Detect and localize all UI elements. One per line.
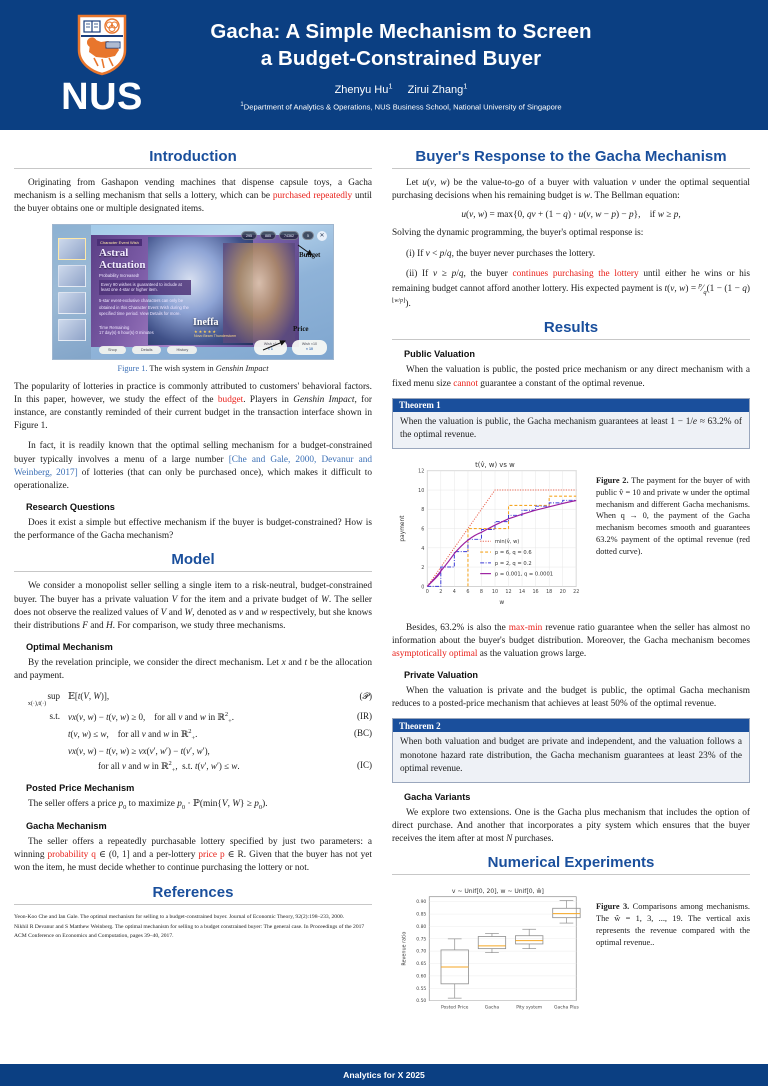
highlight-purchased-repeatedly: purchased repeatedly (272, 191, 353, 202)
author-list (162, 81, 640, 96)
banner-probability-info (99, 273, 191, 336)
time-remaining-label: Time Remaining (99, 325, 130, 331)
reference-item: Nikhil R Devanur and S Matthew Weinberg. The optimal mechanism for selling to a budget constrained buyer: The general case. In Proceedings of the 2017 ACM Conference on Economics and Computation, pages 39–40, 2017. (14, 924, 365, 939)
details-button[interactable]: Details (132, 346, 162, 354)
annotation-budget: Budget (299, 250, 321, 259)
optimization-problem (14, 691, 372, 774)
research-questions-text: Does it exist a simple but effective mechanism if the buyer is budget-constrained? How is the performance of the Gacha mechanism? (14, 518, 372, 542)
banner-title: Astral Actuation (99, 246, 146, 272)
thumbnail-3[interactable] (58, 292, 86, 314)
equation-tag: (BC) (354, 728, 372, 739)
equation-row-objective (14, 691, 372, 707)
shop-button[interactable]: Shop (99, 346, 126, 354)
svg-text:2: 2 (421, 564, 425, 571)
figure-2-xlabel: w (499, 599, 505, 606)
highlight-max-min: max-min (508, 622, 543, 633)
nus-logo (42, 14, 162, 116)
svg-text:Pity system: Pity system (516, 1005, 543, 1011)
figure-3-x-ticks (441, 1005, 580, 1011)
figure-3-title: v ~ Unif[0, 20], w ~ Unif[0, ŵ] (451, 888, 544, 896)
reference-list (14, 913, 372, 941)
currency-pill-1[interactable]: 295 (241, 231, 257, 240)
equation-row-ir (14, 711, 372, 725)
currency-pill-3[interactable]: 74362 (279, 231, 299, 240)
posted-price-text: The seller offers a price $p_0$ to maximize $p_0$ · ℙ(min{V, $W\} \ge p_0$). (28, 798, 268, 811)
affiliation: $^1$Department of Analytics & Operations, NUS Business School, National University of Singapore (240, 102, 562, 112)
svg-text:10: 10 (418, 487, 425, 494)
intro-paragraph-2: The popularity of lotteries in practice is commonly attributed to customers' behavioral factors. In this paper, however, we study the effect of the budget. Players in Genshin Impact, for instance, are constantly reminded of their current budget in the transaction interface shown in Figure 1. (14, 381, 372, 432)
results-followup-text: Besides, 63.2% is also the max-min revenue ratio guarantee when the seller has almost no information about the buyer's budget distribution. Moreover, the Gacha mechanism becomes asymptotically optimal as the valuation grows large. (392, 622, 750, 659)
character-rarity-stars: ★★★★★ (194, 328, 217, 334)
svg-text:22: 22 (573, 588, 580, 595)
svg-text:min(v̂, w): min(v̂, w) (494, 538, 520, 545)
highlight-price-p: price p (198, 850, 225, 861)
theorem-1-box (392, 398, 750, 449)
figure-3-caption: Figure 3. Comparisons among mechanisms. The ŵ = 1, 3, ..., 19. The vertical axis represents the revenue compared with the optimal revenue.. (596, 902, 750, 948)
equation-row-ic-b (14, 760, 372, 774)
svg-text:8: 8 (421, 506, 425, 513)
poster-title-line-2: a Budget-Constrained Buyer (260, 47, 542, 71)
equation-body: for all v and w in ℝ$^2_+$, s.t. t(v′, w′) ≤ w. (98, 760, 240, 774)
optimal-mechanism-text: By the revelation principle, we consider the direct mechanism. Let x and t be the allocation and payment. (14, 658, 372, 682)
equation-label: s.t. (49, 710, 60, 721)
private-valuation-text: When the valuation is private and the budget is public, the optimal Gacha mechanism reduces to a posted-price mechanism that achieves at least 50% of the optimal revenue. (392, 686, 750, 710)
svg-text:p = 6, q = 0.6: p = 6, q = 0.6 (494, 549, 532, 556)
highlight-continues-purchasing: continues purchasing the lottery (512, 268, 639, 279)
svg-text:0.60: 0.60 (416, 974, 427, 980)
svg-text:14: 14 (518, 588, 526, 595)
svg-text:16: 16 (532, 588, 539, 595)
equation-sublabel: x(·),t(·) (27, 700, 47, 707)
section-rule (14, 168, 372, 169)
thumbnail-1[interactable] (58, 238, 86, 260)
svg-text:12: 12 (418, 468, 425, 475)
figure-3-ylabel: Revenue ratio (401, 932, 408, 967)
equation-row-bc (14, 728, 372, 742)
thumbnail-2[interactable] (58, 265, 86, 287)
equation-tag: (IC) (357, 760, 372, 771)
bellman-equation: u(v, w) = max{0, qv + (1 − q) · u(v, w − p) − p}, if w ≥ p, (461, 210, 681, 221)
svg-text:20: 20 (559, 588, 566, 595)
highlight-asymptotically-optimal: asymptotically optimal (392, 648, 478, 659)
svg-text:6: 6 (466, 588, 470, 595)
currency-pill-4[interactable]: 5 (302, 231, 314, 240)
equation-tag: (𝒫) (359, 690, 372, 701)
subsection-public-valuation: Public Valuation (404, 349, 475, 360)
close-icon[interactable]: ✕ (317, 231, 327, 241)
svg-text:Gacha: Gacha (484, 1005, 500, 1011)
title-block (162, 18, 750, 111)
nus-crest-icon (76, 14, 128, 76)
figure-2-title: t(v̂, w) vs w (475, 460, 515, 469)
svg-text:0.65: 0.65 (416, 962, 427, 968)
figure-2-caption: Figure 2. The payment for the buyer of with public v̂ = 10 and private w under the optimal mechanism and different Gacha mechanisms. When q → 0, the payment of the Gacha mechanism becomes smooth and guarantees 63.2% payment of the optimal revenue (red dotted curve). (596, 475, 750, 557)
wish-x1-button[interactable]: Wish ×1 × 1 (254, 340, 287, 355)
figure-1 (14, 224, 372, 360)
banner-event-tag: Character Event Wish (97, 239, 142, 246)
section-title-introduction: Introduction (149, 148, 237, 165)
equation-label: sup x(·),t(·) (14, 691, 68, 707)
section-rule (14, 904, 372, 905)
svg-text:0: 0 (425, 588, 429, 595)
thumbnail-4[interactable] (58, 319, 86, 341)
section-rule (14, 571, 372, 572)
wish-x10-button[interactable]: Wish ×10 × 10 (292, 340, 327, 355)
reference-item: Yeon-Koo Che and Ian Gale. The optimal mechanism for selling to a budget-constrained buyer. Journal of Economic Theory, 92(2):198–233, 2000. (14, 913, 345, 920)
figure-2-plot (392, 457, 588, 614)
poster-body (0, 130, 768, 1040)
svg-text:0.80: 0.80 (416, 925, 427, 931)
section-title-buyers-response: Buyer's Response to the Gacha Mechanism (415, 148, 727, 165)
theorem-1-title: Theorem 1 (393, 399, 749, 412)
buyer-response-paragraph-1: Let u(v, w) be the value-to-go of a buyer with valuation v under the optimal sequential purchasing decisions when his remaining budget is w. The Bellman equation: (392, 178, 750, 202)
subsection-gacha-mechanism: Gacha Mechanism (26, 821, 107, 832)
svg-text:6: 6 (421, 526, 425, 533)
nus-wordmark: NUS (61, 76, 143, 118)
svg-text:8: 8 (479, 588, 484, 595)
figure-2-x-ticks (426, 589, 580, 595)
theorem-2-box (392, 718, 750, 782)
banner-character-art-secondary (223, 243, 295, 343)
probability-body: Every 90 wishes is guaranteed to include at least one 4-star or higher item. (99, 280, 191, 296)
svg-text:10: 10 (491, 588, 499, 595)
svg-text:0.70: 0.70 (416, 950, 427, 956)
subsection-research-questions: Research Questions (26, 502, 115, 513)
equation-body: 𝔼[t(V, W)], (68, 690, 110, 701)
figure-1-caption: Figure 1. The wish system in Genshin Impact (117, 363, 269, 373)
svg-text:0.75: 0.75 (416, 937, 427, 943)
subsection-gacha-variants: Gacha Variants (404, 791, 471, 802)
currency-pill-2[interactable]: 885 (260, 231, 276, 240)
left-column (14, 140, 372, 1040)
poster-title (162, 18, 640, 72)
svg-text:4: 4 (421, 545, 425, 552)
model-intro-text: We consider a monopolist seller selling a single item to a risk-neutral, budget-constrained buyer. The buyer has a private valuation V for the item and a private budget of W. The seller does not observe the realized values of V and W, denoted as v and w respectively, but she knows their distributions F and H. For comparison, we study three mechanisms. (14, 581, 372, 631)
author-2: Zirui Zhang$^1$ (407, 81, 468, 97)
svg-text:0.90: 0.90 (416, 900, 427, 906)
section-title-results: Results (543, 319, 599, 337)
subsection-optimal-mechanism: Optimal Mechanism (26, 642, 113, 653)
highlight-probability-q: probability q (47, 850, 96, 861)
author-1: Zhenyu Hu$^1$ (334, 81, 393, 97)
svg-text:18: 18 (546, 588, 553, 595)
intro-paragraph-3: In fact, it is readily known that the optimal selling mechanism for a budget-constrained buyer typically involves a menu of a large number [Che and Gale, 2000, Devanur and Weinberg, 2017] of lotteries (that can only be purchased once), which makes it difficult to operationalize. (14, 441, 373, 491)
theorem-2-body: When both valuation and budget are private and independent, and the valuation follows a monotone hazard rate distribution, the Gacha mechanism guarantees at least 23% of the optimal revenue. (393, 732, 749, 781)
intro-paragraph-1: Originating from Gashapon vending machines that dispense capsule toys, a Gacha mechanism is a selling mechanism that sells a lottery, which can be purchased repeatedly until the buyer obtains one or multiple designated items. (14, 178, 372, 215)
svg-text:Posted Price: Posted Price (440, 1005, 469, 1011)
equation-row-ic-a (14, 746, 372, 756)
gacha-variants-text: We explore two extensions. One is the Gacha plus mechanism that includes the option of direct purchase. And another that incorporates a pity system which ensures that the buyer receives the item after at most N purchases. (392, 807, 750, 845)
figure-3-y-ticks (416, 900, 426, 1005)
poster-title-line-1: Gacha: A Simple Mechanism to Screen (210, 20, 592, 44)
svg-text:0: 0 (421, 584, 425, 591)
equation-body: t(v, w) ≤ w, for all v and w in ℝ$^2_+$. (68, 728, 198, 743)
right-column (392, 140, 750, 1040)
gacha-mechanism-text: The seller offers a repeatedly purchasable lottery specified by just two parameters: a winning probability q ∈ (0, 1] and a per-lottery price p ∈ R. Given that the buyer has not yet won the item, he must decide whether to continue purchasing the lottery or not. (14, 837, 372, 874)
citation-link[interactable]: [Che and Gale, 2000, Devanur and Weinberg, 2017] (14, 454, 372, 478)
buyer-response-paragraph-2: Solving the dynamic programming, the buyer's optimal response is: (392, 228, 644, 239)
public-valuation-text: When the valuation is public, the posted price mechanism or any direct mechanism with a fixed menu size cannot guarantee a constant of the optimal revenue. (392, 365, 750, 389)
figure-2-y-ticks (418, 468, 424, 590)
section-rule (392, 874, 750, 875)
figure-2-ylabel: payment (399, 515, 406, 542)
banner-button-row (99, 346, 197, 354)
section-title-references: References (152, 883, 234, 901)
character-subtitle: Novo Beam Thunderstorm (194, 333, 237, 338)
buyer-response-item-ii: (ii) If v ≥ p/q, the buyer continues purchasing the lottery until either he wins or his remaining budget cannot afford another lottery. His expected payment is t(v, $w) = ^p⁄_q(1 - (1 - q)^{⌊w/p⌋})$. (392, 268, 750, 310)
subsection-posted-price: Posted Price Mechanism (26, 782, 135, 793)
section-title-numerical-experiments: Numerical Experiments (487, 854, 655, 872)
section-rule (392, 339, 750, 340)
character-name: Ineffa (193, 316, 219, 328)
wish-button-row (254, 340, 327, 355)
section-title-model: Model (171, 551, 215, 569)
svg-text:12: 12 (505, 588, 512, 595)
theorem-1-body: When the valuation is public, the Gacha mechanism guarantees at least 1 − 1/e ≈ 63.2% of the optimal revenue. (393, 412, 749, 448)
equation-tag: (IR) (357, 710, 372, 721)
genshin-wish-screenshot (52, 224, 334, 360)
poster-footer: Analytics for X 2025 (0, 1064, 768, 1086)
svg-text:0.85: 0.85 (416, 913, 427, 919)
svg-text:Gacha Plus: Gacha Plus (553, 1005, 579, 1011)
svg-text:p = 2, q = 0.2: p = 2, q = 0.2 (494, 560, 532, 567)
subsection-private-valuation: Private Valuation (404, 670, 479, 681)
svg-text:p = 0.001, q = 0.0001: p = 0.001, q = 0.0001 (494, 571, 554, 578)
poster-header (0, 0, 768, 130)
equation-body: vx(v, w) − t(v, w) ≥ vx(v′, w′) − t(v′, w′), (68, 746, 210, 757)
figure-3 (392, 883, 750, 1020)
svg-text:2: 2 (439, 588, 443, 595)
probability-title: Probability Increased! (99, 272, 140, 278)
svg-text:0.50: 0.50 (416, 999, 427, 1005)
buyer-response-item-i: (i) If v < p/q, the buyer never purchases the lottery. (406, 248, 596, 259)
section-rule (392, 168, 750, 169)
annotation-price: Price (293, 324, 309, 333)
svg-text:0.55: 0.55 (416, 987, 427, 993)
currency-bar (241, 231, 327, 241)
highlight-budget: budget (217, 394, 244, 405)
svg-text:4: 4 (452, 588, 456, 595)
theorem-2-title: Theorem 2 (393, 719, 749, 732)
figure-2 (392, 457, 750, 614)
history-button[interactable]: History (167, 346, 197, 354)
figure-3-plot (392, 883, 588, 1020)
time-remaining-value: 17 day(s) 6 hour(s) 0 minutes (99, 330, 154, 336)
highlight-cannot: cannot (453, 378, 478, 389)
equation-body: vx(v, w) − t(v, w) ≥ 0, for all v and w in ℝ$^2_+$. (68, 710, 234, 725)
probability-note: 5-star event-exclusive characters can only be obtained in this Character Event Wish during the specified time period. View Details for more. (99, 298, 189, 316)
